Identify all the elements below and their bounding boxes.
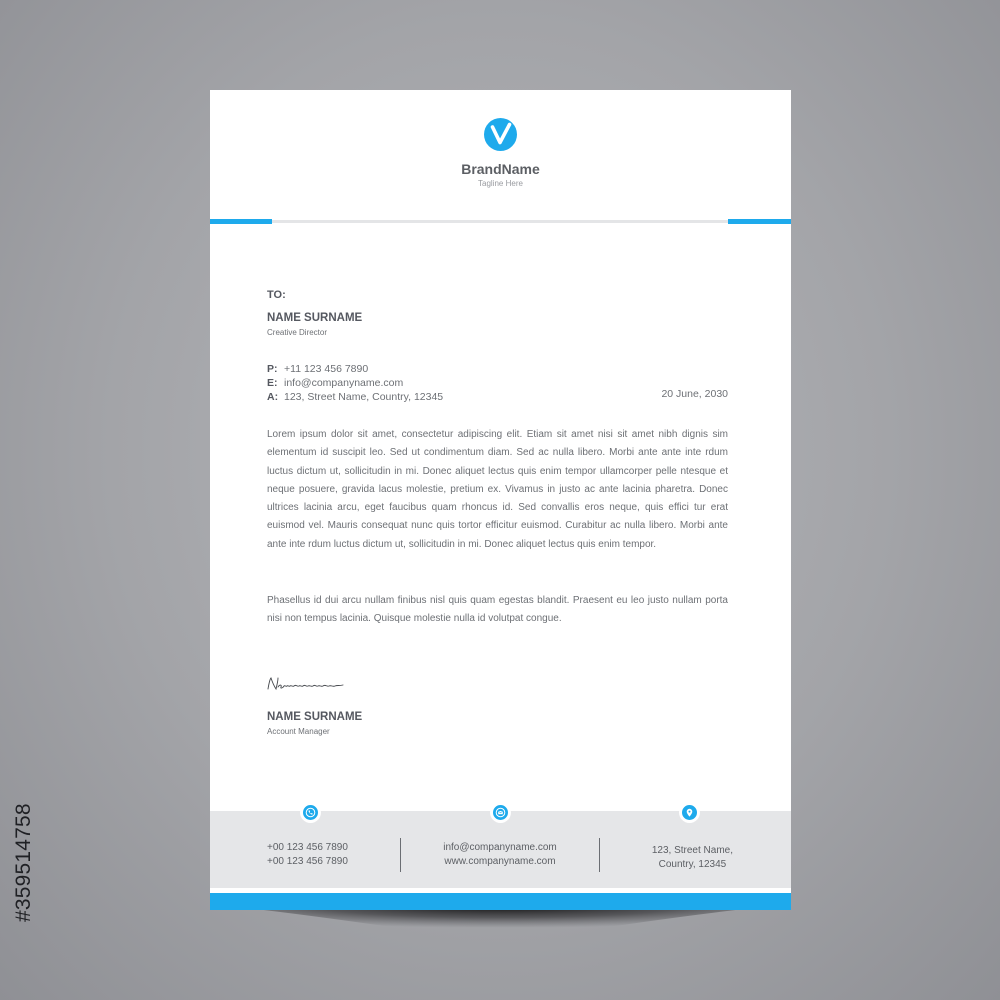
contact-email: info@companyname.com xyxy=(284,377,404,389)
contact-email-row xyxy=(267,376,443,390)
location-pin-icon xyxy=(679,802,700,823)
signer-title: Account Manager xyxy=(267,727,330,736)
footer-address-line-2: Country, 12345 xyxy=(658,859,727,870)
signer-name: NAME SURNAME xyxy=(267,711,363,723)
contact-phone-row xyxy=(267,362,443,376)
recipient-name: NAME SURNAME xyxy=(267,312,363,324)
footer-accent-bar xyxy=(210,893,791,910)
brand-tagline: Tagline Here xyxy=(478,179,523,188)
mail-icon xyxy=(490,802,511,823)
header-divider xyxy=(210,220,791,223)
stock-id-label xyxy=(4,765,34,925)
letterhead-page xyxy=(210,90,791,910)
header-accent-left xyxy=(210,219,272,224)
contact-address: 123, Street Name, Country, 12345 xyxy=(284,391,444,403)
header-accent-right xyxy=(728,219,791,224)
page-shadow xyxy=(218,905,782,961)
body-paragraph-2: Phasellus id dui arcu nullam finibus nisl quis quam egestas blandit. Praesent eu leo justo nullam porta nisi non tempus lacinia. Quisque molestie nulla id volutpat congue. xyxy=(267,595,728,625)
footer-phones xyxy=(267,841,348,869)
contact-address-row xyxy=(267,390,443,404)
phone-icon xyxy=(300,802,321,823)
handwritten-signature xyxy=(265,675,347,693)
footer-phone-1: +00 123 456 7890 xyxy=(267,842,348,853)
footer-web xyxy=(400,841,600,869)
phone-key: P: xyxy=(267,363,278,375)
email-key: E: xyxy=(267,377,278,389)
brand-name: BrandName xyxy=(461,161,540,177)
contact-phone: +11 123 456 7890 xyxy=(284,363,369,375)
v-circle-logo-icon xyxy=(484,118,517,151)
contact-block xyxy=(267,362,443,404)
recipient-title: Creative Director xyxy=(267,328,328,337)
body-paragraph-1: Lorem ipsum dolor sit amet, consectetur adipiscing elit. Etiam sit amet nisi sit amet nibh dignis sim elementum id suscipit leo. Sed ut condimentum diam. Sed ac nulla libero. Morbi ante ante inte rdum luctus dictum ut, sollicitudin in mi. Donec aliquet lectus quis enim tempor ullamcorper pelle ntesque et neque posuere, gravida lacus molestie, pretium ex. Vivamus in justo ac ante lacinia pharetra. Donec ultrices lacinia arcu, eget faucibus quam rhoncus id. Sed convallis eros neque, quis effici tur erat euismod vel. Mauris consequat nunc quis tortor efficitur euismod. Curabitur ac nulla libero. Morbi ante ante inte rdum luctus dictum ut, sollicitudin in mi. Donec aliquet lectus quis enim tempor. xyxy=(267,429,728,550)
footer-address xyxy=(652,844,733,872)
address-key: A: xyxy=(267,391,279,403)
footer-divider-2 xyxy=(599,838,600,872)
footer-phone-2: +00 123 456 7890 xyxy=(267,856,348,867)
to-label: TO: xyxy=(267,289,286,301)
footer-address-line-1: 123, Street Name, xyxy=(651,845,733,856)
footer-email: info@companyname.com xyxy=(443,842,557,853)
letter-date: 20 June, 2030 xyxy=(661,388,728,400)
footer-website: www.companyname.com xyxy=(444,856,556,867)
stock-id-text: #359514758 xyxy=(12,803,35,922)
